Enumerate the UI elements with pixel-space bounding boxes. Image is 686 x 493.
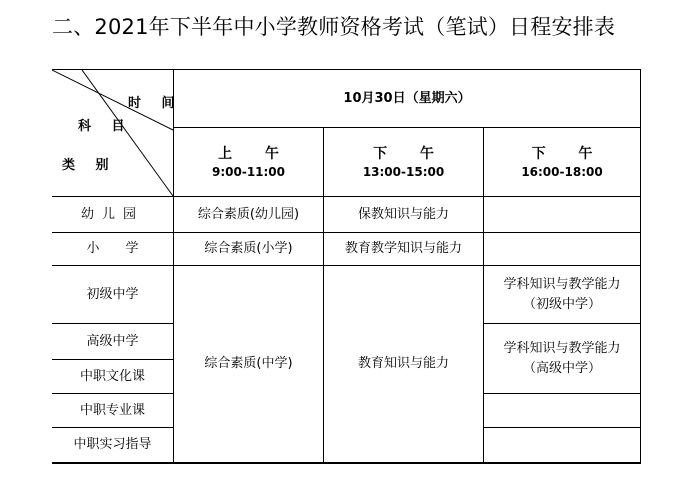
cell-line: （初级中学）	[522, 296, 601, 312]
corner-header	[52, 70, 183, 197]
date-header: 10月30日（星期六）	[174, 70, 641, 128]
session-header-3	[484, 128, 641, 197]
session-label: 上 午	[218, 146, 293, 162]
session-header-2	[324, 128, 484, 197]
session-time: 16:00-18:00	[521, 165, 603, 179]
corner-time-label: 时 间	[128, 96, 183, 111]
cell-primary-s1: 综合素质(小学)	[174, 233, 324, 266]
corner-category-label: 类 别	[62, 158, 117, 173]
cell-middle-s1: 综合素质(中学)	[174, 266, 324, 463]
schedule-table	[52, 69, 641, 464]
session-time: 9:00-11:00	[211, 165, 286, 179]
cell-line: 学科知识与教学能力	[503, 276, 621, 292]
row-label-vocational-major: 中职专业课	[52, 394, 174, 428]
row-label-junior: 初级中学	[52, 266, 174, 324]
cell-senior-s3	[484, 324, 641, 394]
session-label: 下 午	[373, 146, 448, 162]
row-label-vocational-practice: 中职实习指导	[52, 428, 174, 463]
row-label-kindergarten: 幼儿园	[52, 197, 174, 233]
cell-middle-s2: 教育知识与能力	[324, 266, 484, 463]
cell-primary-s2: 教育教学知识与能力	[324, 233, 484, 266]
cell-kindergarten-s2: 保教知识与能力	[324, 197, 484, 233]
cell-vocational-major-s3	[484, 394, 641, 428]
session-time: 13:00-15:00	[362, 165, 445, 179]
cell-kindergarten-s3	[484, 197, 641, 233]
cell-junior-s3	[484, 266, 641, 324]
corner-subject-label: 科 目	[78, 119, 133, 134]
row-label-senior: 高级中学	[52, 324, 174, 360]
page-title: 二、2021年下半年中小学教师资格考试（笔试）日程安排表	[52, 15, 616, 39]
cell-kindergarten-s1: 综合素质(幼儿园)	[174, 197, 324, 233]
cell-line: 学科知识与教学能力	[503, 340, 621, 356]
row-label-vocational-culture: 中职文化课	[52, 360, 174, 394]
cell-vocational-practice-s3	[484, 428, 641, 463]
cell-line: （高级中学）	[522, 360, 601, 376]
cell-primary-s3	[484, 233, 641, 266]
session-label: 下 午	[531, 146, 607, 162]
row-label-primary: 小学	[52, 233, 174, 266]
session-header-1	[174, 128, 324, 197]
